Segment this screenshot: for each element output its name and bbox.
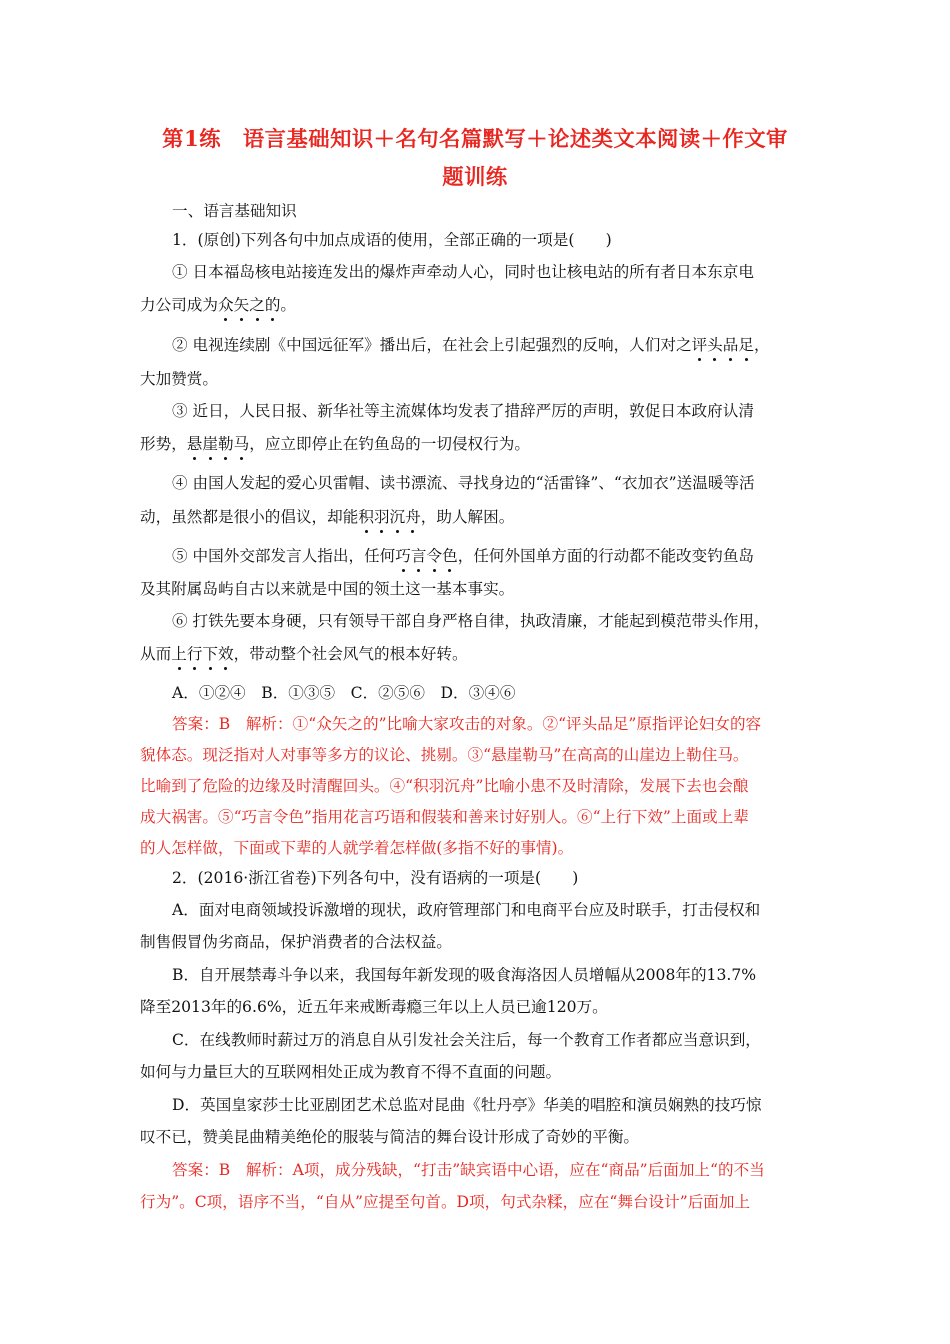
q1-sentence-3-cont [140, 432, 530, 454]
q1-sentence-5 [172, 544, 754, 566]
text: ，助人解困。 [420, 508, 515, 526]
text: ，带动整个社会风气的根本好转。 [233, 645, 468, 663]
q1-sentence-5-cont: 及其附属岛屿自古以来就是中国的领土这一基本事实。 [140, 580, 515, 598]
q1-answer-line: 的人怎样做，下面或下辈的人就学着怎样做(多指不好的事情)。 [140, 839, 574, 857]
emphasis-dot-char: 的 [265, 293, 281, 315]
q1-sentence-4: ④ 由国人发起的爱心贝雷帽、读书漂流、寻找身边的“活雷锋”、“衣加衣”送温暖等活 [172, 474, 755, 492]
emphasis-dot-char: 勒 [218, 432, 234, 454]
text: ，任何外国单方面的行动都不能改变钓鱼岛 [457, 547, 755, 565]
question-1-stem: 1．(原创)下列各句中加点成语的使用，全部正确的一项是( ) [172, 231, 612, 249]
emphasis-dot-char: 积 [358, 505, 374, 527]
text: 。 [280, 296, 297, 314]
q1-sentence-1: ① 日本福岛核电站接连发出的爆炸声牵动人心，同时也让核电站的所有者日本东京电 [172, 263, 754, 281]
text: 形势， [140, 435, 187, 453]
q2-answer-line: 行为”。C项，语序不当，“自从”应提至句首。D项，句式杂糅，应在“舞台设计”后面加上 [140, 1193, 751, 1211]
emphasis-dot-char: 羽 [374, 505, 390, 527]
q2-option-a: A．面对电商领域投诉激增的现状，政府管理部门和电商平台应及时联手，打击侵权和 [172, 901, 761, 919]
q1-sentence-4-cont [140, 505, 514, 527]
answer-text: ①“众矢之的”比喻大家攻击的对象。②“评头品足”原指评论妇女的容 [292, 715, 762, 733]
q2-option-d: D．英国皇家莎士比亚剧团艺术总监对昆曲《牡丹亭》华美的唱腔和演员娴熟的技巧惊 [172, 1096, 762, 1114]
q1-answer-line: 貌体态。现泛指对人对事等多方的议论、挑剔。③“悬崖勒马”在高高的山崖边上勒住马。 [140, 746, 749, 764]
emphasis-dot-char: 令 [427, 544, 443, 566]
q2-option-b: B．自开展禁毒斗争以来，我国每年新发现的吸食海洛因人员增幅从2008年的13.7% [172, 966, 757, 984]
text: ⑤ 中国外交部发言人指出，任何 [172, 547, 396, 565]
q1-answer-line: 比喻到了危险的边缘及时清醒回头。④“积羽沉舟”比喻小患不及时清除，发展下去也会酿 [140, 777, 749, 795]
answer-label: 答案：B 解析： [172, 715, 293, 733]
emphasis-dot-char: 品 [723, 333, 739, 355]
emphasized-idiom [171, 645, 233, 663]
section-heading: 一、语言基础知识 [172, 202, 297, 220]
emphasis-dot-char: 矢 [234, 293, 250, 315]
answer-label: 答案：B 解析： [172, 1161, 293, 1179]
emphasized-idiom [187, 435, 249, 453]
q2-option-a-cont: 制售假冒伪劣商品，保护消费者的合法权益。 [140, 933, 452, 951]
text: ， [754, 336, 770, 354]
q2-option-c: C．在线教师时薪过万的消息自从引发社会关注后，每一个教育工作者都应当意识到， [172, 1031, 761, 1049]
emphasis-dot-char: 评 [692, 333, 708, 355]
emphasis-dot-char: 之 [249, 293, 265, 315]
emphasis-dot-char: 头 [707, 333, 723, 355]
q2-option-b-cont: 降至2013年的6.6%，近五年来戒断毒瘾三年以上人员已逾120万。 [140, 998, 608, 1016]
emphasized-idiom [395, 547, 457, 565]
q1-sentence-6: ⑥ 打铁先要本身硬，只有领导干部自身严格自律，执政清廉，才能起到模范带头作用， [172, 612, 770, 630]
answer-text: A项，成分残缺，“打击”缺宾语中心语，应在“商品”后面加上“的不当 [292, 1161, 765, 1179]
q2-answer [172, 1158, 765, 1180]
q1-sentence-1-cont [140, 293, 296, 315]
question-2-stem: 2．(2016·浙江省卷)下列各句中，没有语病的一项是( ) [172, 869, 579, 887]
text: 从而 [140, 645, 172, 663]
emphasized-idiom [692, 336, 754, 354]
emphasized-idiom [358, 508, 420, 526]
emphasis-dot-char: 巧 [395, 544, 411, 566]
emphasis-dot-char: 行 [187, 642, 203, 664]
q1-sentence-2 [172, 333, 770, 355]
emphasis-dot-char: 足 [738, 333, 754, 355]
q1-answer [172, 712, 761, 734]
q2-option-c-cont: 如何与力量巨大的互联网相处正成为教育不得不直面的问题。 [140, 1063, 562, 1081]
emphasis-dot-char: 效 [218, 642, 234, 664]
emphasis-dot-char: 马 [234, 432, 250, 454]
text: 力公司成为 [140, 296, 218, 314]
emphasis-dot-char: 上 [171, 642, 187, 664]
q1-sentence-6-cont [140, 642, 468, 664]
q2-option-d-cont: 叹不已，赞美昆曲精美绝伦的服装与简洁的舞台设计形成了奇妙的平衡。 [140, 1128, 640, 1146]
emphasis-dot-char: 沉 [390, 505, 406, 527]
q1-sentence-2-cont: 大加赞赏。 [140, 370, 218, 388]
text: ，应立即停止在钓鱼岛的一切侵权行为。 [249, 435, 530, 453]
emphasis-dot-char: 众 [218, 293, 234, 315]
page-title: 第1练 语言基础知识＋名句名篇默写＋论述类文本阅读＋作文审 [162, 127, 788, 152]
emphasis-dot-char: 崖 [202, 432, 218, 454]
text: ② 电视连续剧《中国远征军》播出后，在社会上引起强烈的反响，人们对之 [172, 336, 692, 354]
q1-answer-line: 成大祸害。⑤“巧言令色”指用花言巧语和假装和善来讨好别人。⑥“上行下效”上面或上辈 [140, 808, 749, 826]
text: 动，虽然都是很小的倡议，却能 [140, 508, 359, 526]
emphasis-dot-char: 悬 [187, 432, 203, 454]
emphasis-dot-char: 舟 [405, 505, 421, 527]
emphasis-dot-char: 色 [442, 544, 458, 566]
emphasis-dot-char: 下 [202, 642, 218, 664]
q1-sentence-3: ③ 近日，人民日报、新华社等主流媒体均发表了措辞严厉的声明，敦促日本政府认清 [172, 402, 754, 420]
emphasized-idiom [218, 296, 280, 314]
q1-options: A．①②④ B．①③⑤ C．②⑤⑥ D．③④⑥ [172, 684, 516, 702]
page-title-continued: 题训练 [442, 165, 508, 190]
emphasis-dot-char: 言 [411, 544, 427, 566]
